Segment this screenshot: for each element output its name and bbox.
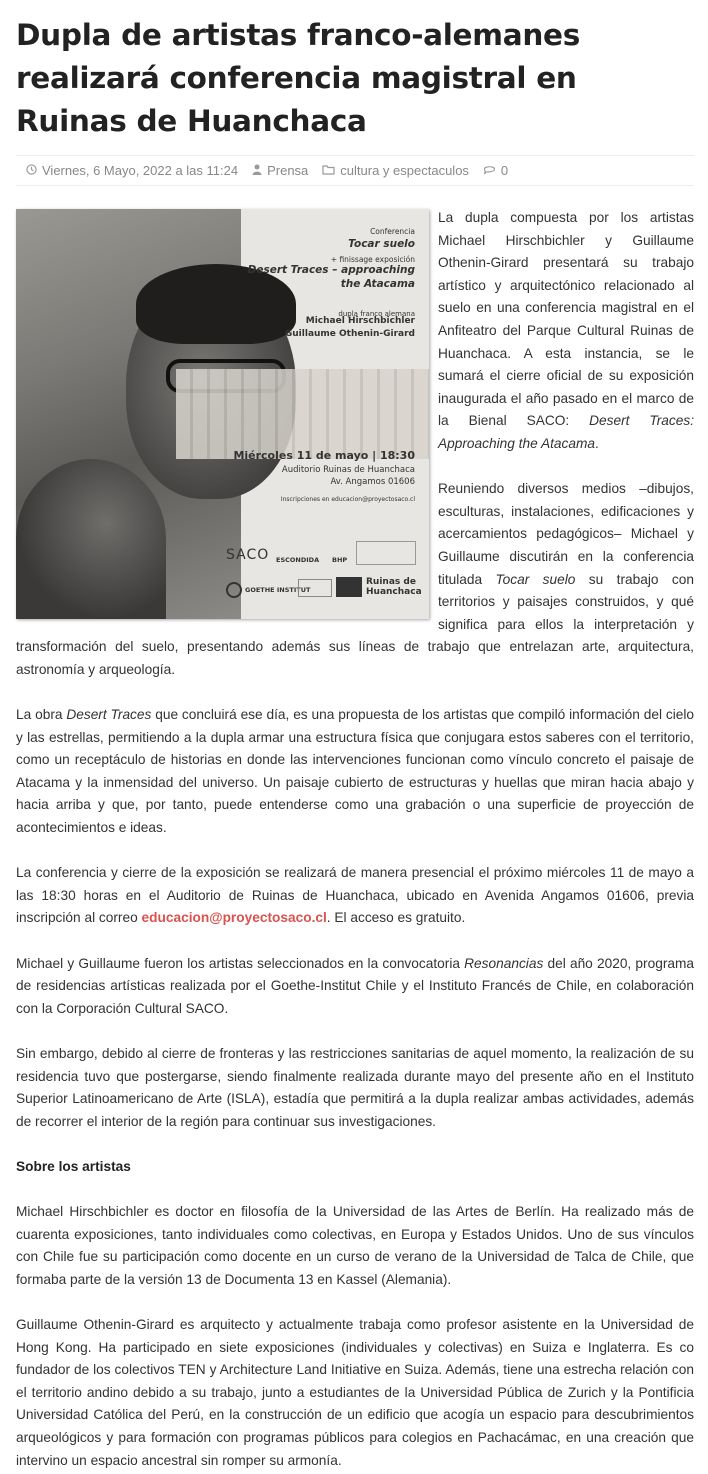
meta-author[interactable] [252,163,308,178]
section-heading-artists [16,1156,694,1179]
paragraph-2-end: su trabajo con territorios y paisajes construidos, y qué significa para ellos la interpretación y transformación del suelo, presentando además sus líneas de trabajo que entrelazan arte, arquitectura, astronomía y arqueología. [16,571,694,677]
paragraph-3-emphasis: Desert Traces [66,707,152,723]
poster-artist-2: Guillaume Othenin-Girard [284,329,415,339]
meta-category-text[interactable]: cultura y espectaculos [340,163,469,178]
poster-address: Av. Angamos 01606 [330,477,415,487]
article-body [16,207,694,1472]
meta-category[interactable] [322,163,469,178]
poster-date-time: Miércoles 11 de mayo | 18:30 [233,449,415,462]
paragraph-7: Michael Hirschbichler es doctor en filosofía de la Universidad de las Artes de Berlín. Ha realizado más de cuarenta exposiciones, tanto individuales como colectivas, en Europa y Estados Unidos. Uno de sus vínculos con Chile fue su participación como docente en un curso de verano de la Universidad de Talca de Chile, que formaba parte de la versión 13 de Documenta 13 en Kassel (Alemania). [16,1204,694,1287]
meta-date-text: Viernes, 6 Mayo, 2022 a las 11:24 [42,163,239,178]
article-meta [16,155,694,186]
ruinas-logo-line-2: Huanchaca [366,587,422,597]
paragraph-1-emphasis: Desert Traces: Approaching the Atacama [438,413,694,451]
section-heading-text: Sobre los artistas [16,1158,131,1174]
paragraph-5 [16,953,694,1021]
paragraph-4-text: La conferencia y cierre de la exposición se realizará de manera presencial el próximo miércoles 11 de mayo a las 18:30 horas en el Auditorio de Ruinas de Huanchaca, ubicado en Avenida Angamos 01606, previa inscripción al correo [16,865,694,926]
goethe-mark-icon [226,582,242,598]
paragraph-5-end: del año 2020, programa de residencias artísticas realizada por el Goethe-Institut Chile y el Instituto Francés de Chile, en colaboración con la Corporación Cultural SACO. [16,955,694,1016]
meta-author-text[interactable]: Prensa [267,163,309,178]
paragraph-5-text: Michael y Guillaume fueron los artistas seleccionados en la convocatoria [16,955,465,971]
paragraph-2-emphasis: Tocar suelo [495,571,576,587]
paragraph-2-text: Reuniendo diversos medios –dibujos, esculturas, instalaciones, edificaciones y acercamientos pedagógicos– Michael y Guillaume discutirán en la conferencia titulada [438,481,694,587]
paragraph-3 [16,704,694,840]
meta-comments-count[interactable]: 0 [500,163,509,178]
sponsor-logo-box-2 [298,579,332,597]
bhp-logo: BHP [332,556,348,564]
article-title: Dupla de artistas franco-alemanes realizará conferencia magistral en Ruinas de Huanchaca [16,18,580,138]
poster-finissage: + finissage exposición [330,255,415,264]
clock-icon [26,164,37,178]
meta-date [26,163,238,178]
poster-dupla: dupla franco alemana [338,310,415,318]
goethe-logo-text: GOETHE INSTITUT [245,586,311,594]
paragraph-1-end: . [595,435,599,451]
poster-logos [226,539,422,609]
poster-label-conferencia: Conferencia [370,227,415,236]
saco-logo: SACO [226,547,270,563]
sponsor-logo-box-3 [336,577,362,597]
paragraph-3-end: que concluirá ese día, es una propuesta de los artistas que compiló información del cielo y las estrellas, permitiendo a la dupla armar una estructura física que conjugara estos saberes con el territorio, como un receptáculo de historias en donde las intervenciones funcionan como vínculo concreto el paisaje de Atacama y la inmensidad del universo. Un paisaje cubierto de estructuras y huellas que miran hacia abajo y hacia arriba y que, por tanto, puede entenderse como una grabación o una superficie de proyección de acontecimientos e ideas. [16,707,695,836]
ruinas-logo [366,577,422,597]
poster-venue: Auditorio Ruinas de Huanchaca [281,465,415,475]
paragraph-6: Sin embargo, debido al cierre de fronteras y las restricciones sanitarias de aquel momento, la realización de su residencia tuvo que postergarse, siendo finalmente realizada durante mayo del presente año en el Instituto Superior Latinoamericano de Arte (ISLA), estadía que permitirá a la dupla realizar ambas actividades, además de recorrer el interior de la región para continuar sus investigaciones. [16,1045,694,1129]
poster-venue-block [195,464,415,488]
paragraph-5-emphasis: Resonancias [464,955,544,971]
poster-artist-1: Michael Hirschbichler [305,316,415,326]
paragraph-1-text: La dupla compuesta por los artistas Michael Hirschbichler y Guillaume Othenin-Girard presentará su trabajo artístico y arquitectónico relacionado al suelo en una conferencia magistral en el Anfiteatro del Parque Cultural Ruinas de Huanchaca. A esta instancia, se le sumará el cierre oficial de su exposición inaugurada el año pasado en el marco de la Bienal SACO: [438,210,694,429]
poster-talk-title: Tocar suelo [348,238,415,250]
poster-inscription: Inscripciones en educacion@proyectosaco.cl [280,496,415,503]
paragraph-4 [16,862,694,930]
user-icon [252,164,262,178]
paragraph-3-text: La obra [16,707,67,723]
sponsor-logo-box [356,541,416,565]
poster-image[interactable] [16,209,429,619]
paragraph-8: Guillaume Othenin-Girard es arquitecto y actualmente trabaja como profesor asistente en la Universidad de Hong Kong. Ha participado en siete exposiciones (individuales y colectivas) en Suiza e Inglaterra. Es co fundador de los colectivos TEN y Architecture Land Initiative en Suiza. Además, tiene una estrecha relación con el territorio andino debido a su trabajo, junto a estudiantes de la Universidad Pública de Zurich y la Pontificia Universidad Católica del Perú, en la construcción de un edificio que acogía un espacio para descubrimientos arqueológicos y para formación con programas públicos para colegios en Pachacámac, en una creación que intervino un espacio ancestral sin romper su armonía. [16,1317,694,1468]
poster-artists [215,315,415,341]
folder-icon [322,164,335,178]
photo-face-secondary [16,459,166,619]
meta-comments[interactable] [483,163,508,178]
comment-icon [483,164,496,178]
escondida-logo: ESCONDIDA [276,556,320,564]
email-link[interactable]: educacion@proyectosaco.cl [141,910,327,926]
poster-exhibition-title: Desert Traces – approaching the Atacama [247,264,415,290]
paragraph-4-end: . El acceso es gratuito. [326,910,466,926]
article [16,0,694,1472]
ruinas-logo-line-1: Ruinas de [366,577,416,587]
